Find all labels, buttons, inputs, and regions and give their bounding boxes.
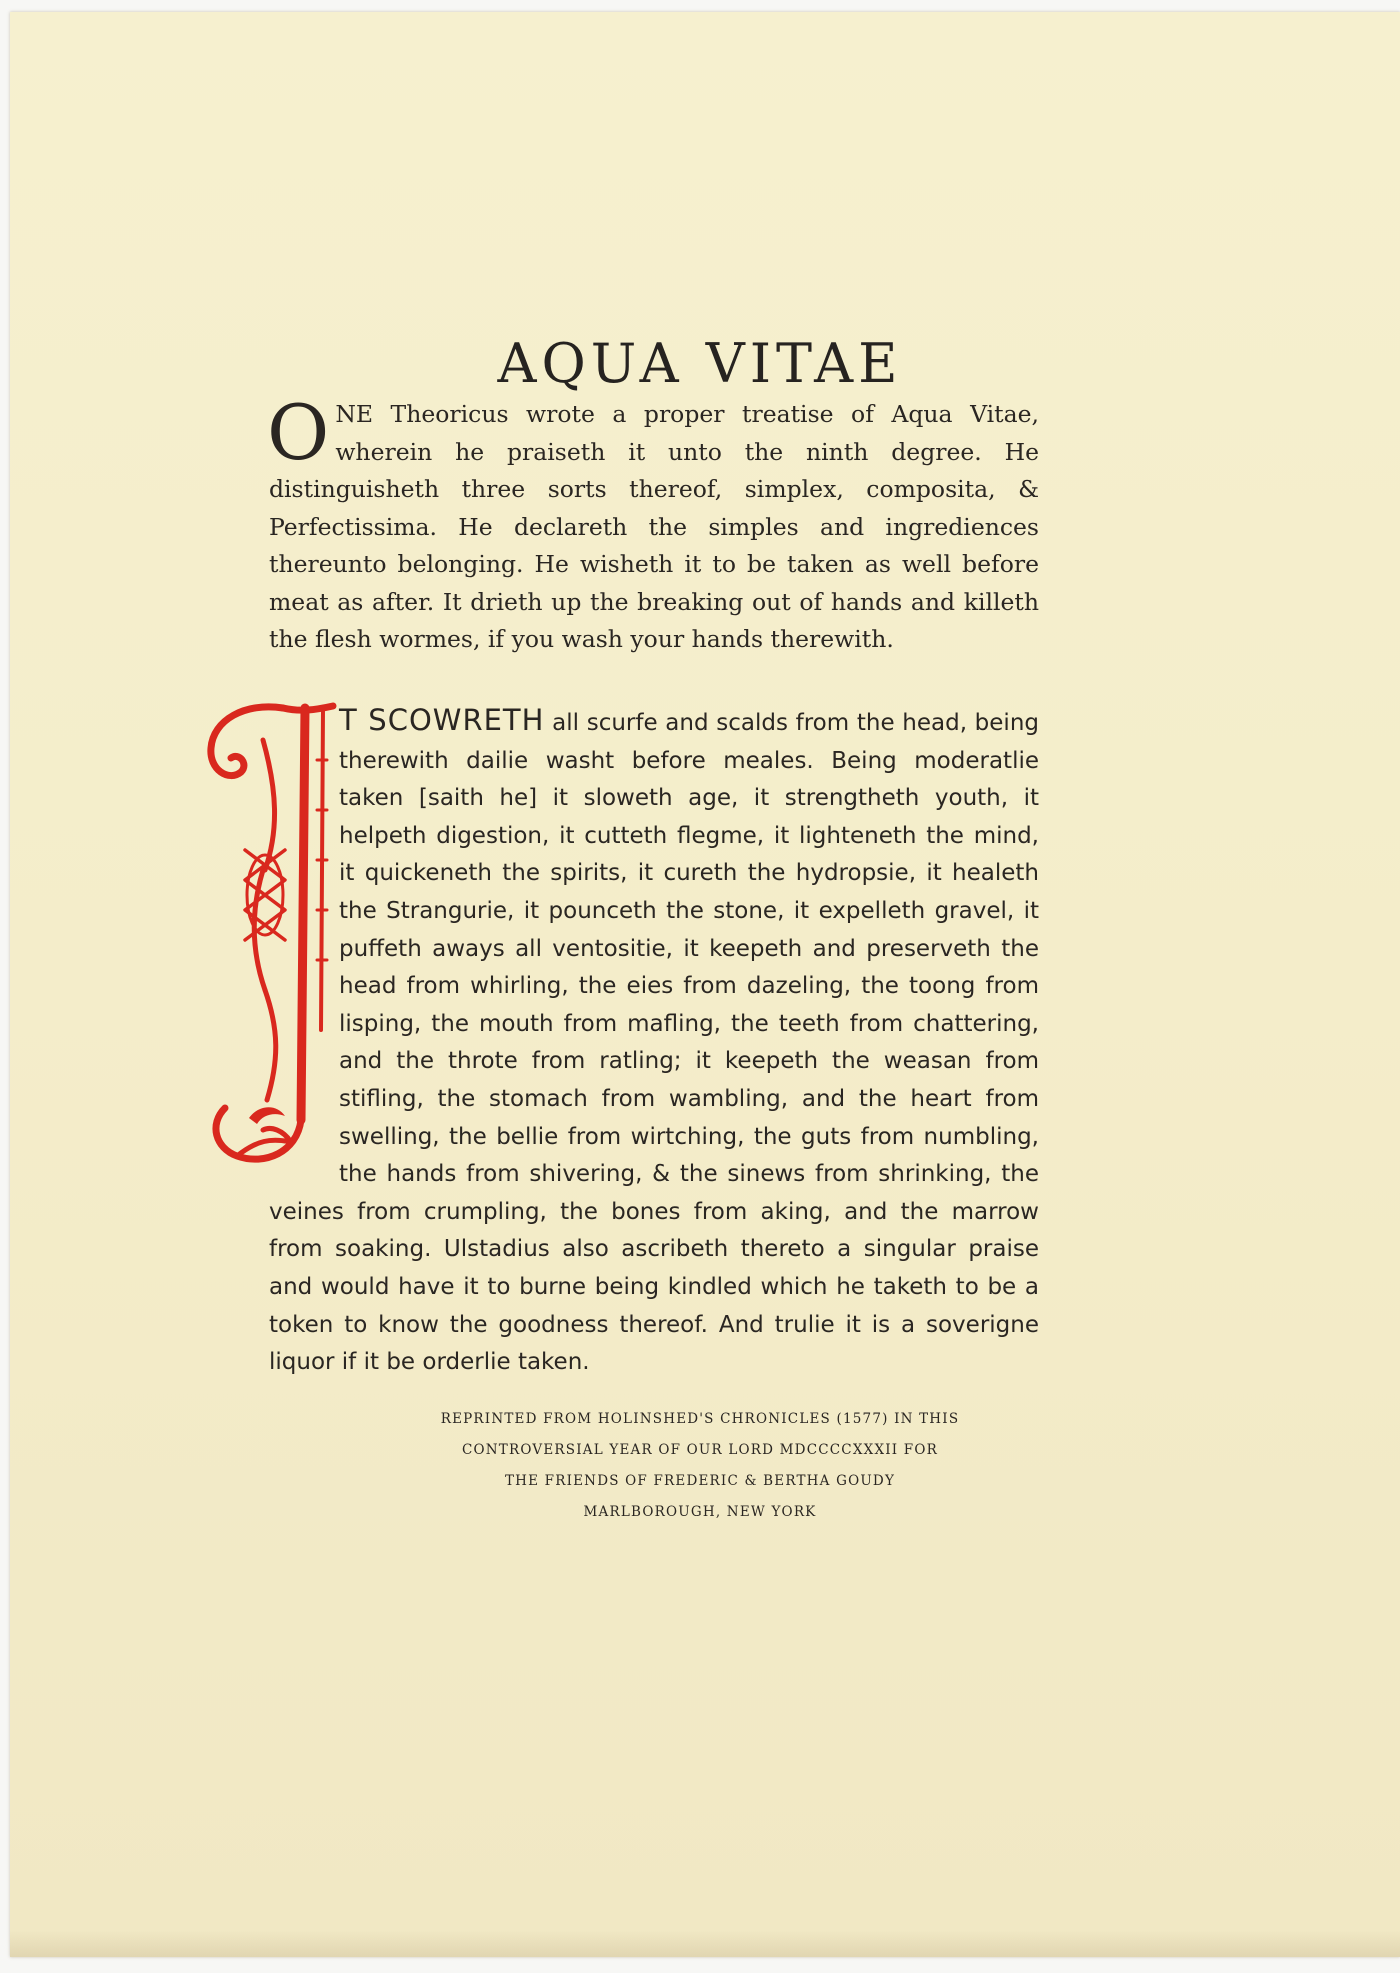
colophon-line-2: CONTROVERSIAL YEAR OF OUR LORD MDCCCCXXXII FOR [461,1442,939,1458]
first-paragraph [267,388,1039,659]
first-paragraph-lead: NE [335,400,374,428]
colophon-line-3: THE FRIENDS OF FREDERIC & BERTHA GOUDY [504,1473,896,1489]
second-paragraph [269,702,1039,1382]
drop-cap-o: O [267,388,330,477]
colophon-line-4: MARLBOROUGH, NEW YORK [583,1504,817,1520]
second-paragraph-lead: T SCOWRETH [339,703,545,737]
second-paragraph-text: all scurfe and scalds from the head, being therewith dailie washt before meales. Being moderatlie taken [saith he] it sloweth age, it strengtheth youth, it helpeth digestion, it cutteth flegme, it lighteneth the mind, it quickeneth the spirits, it cureth the hydropsie, it healeth the Strangurie, it pounceth the stone, it expelleth gravel, it puffeth aways all ventositie, it keepeth and preserveth the head from whirling, the eies from dazeling, the toong from lisping, the mouth from mafling, the teeth from chattering, and the throte from ratling; it keepeth the weasan from stifling, the stomach from wambling, and the heart from swelling, the bellie from wirtching, the guts from numbling, the hands from shivering, & the sinews from shrinking, the veines from crumpling, the bones from aking, and the marrow from soaking. Ulstadius also ascribeth thereto a singular praise and would have it to burne being kindled which he taketh to be a token to know the goodness thereof. And trulie it is a soverigne liquor if it be orderlie taken. [269,710,1040,1376]
colophon [0,1404,1400,1528]
first-paragraph-text: Theoricus wrote a proper treatise of Aqua Vitae, wherein he praiseth it unto the ninth degree. He distinguisheth three sorts thereof, simplex, composita, & Perfectissima. He declareth the simples and ingrediences thereunto belonging. He wisheth it to be taken as well before meat as after. It drieth up the breaking out of hands and killeth the flesh wormes, if you wash your hands therewith. [269,400,1039,653]
colophon-line-1: REPRINTED FROM HOLINSHED'S CHRONICLES (1577) IN THIS [440,1411,960,1427]
paper-deckle-edge [10,1930,1400,1957]
initial-spacer [269,702,339,1158]
page-title: AQUA VITAE [497,332,903,396]
